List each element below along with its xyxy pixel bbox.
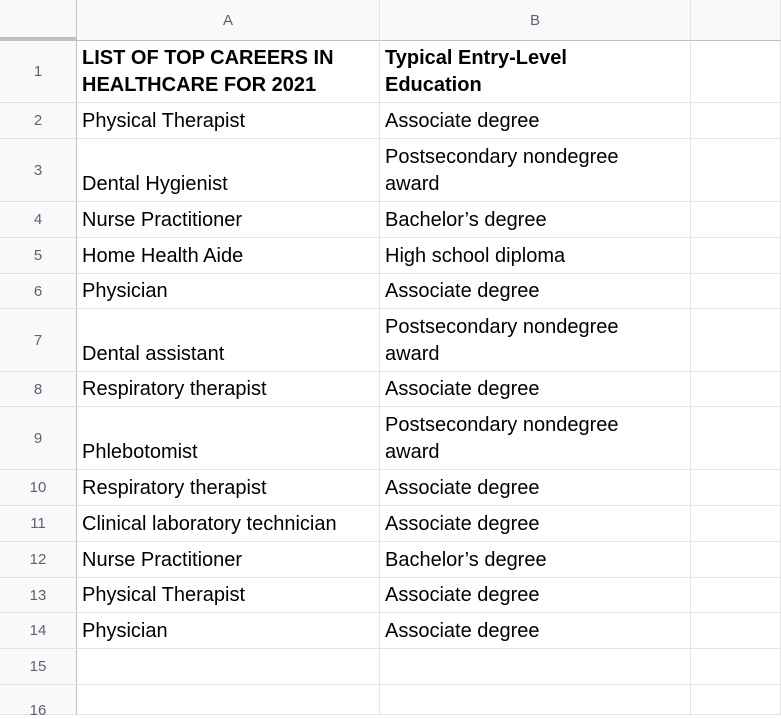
cell-b[interactable]	[380, 470, 691, 506]
cell-a[interactable]	[77, 309, 380, 372]
cell-b-text: Postsecondary nondegree award	[385, 414, 619, 463]
row-number: 14	[29, 622, 47, 639]
column-header-b-label: B	[529, 11, 540, 29]
cell-c[interactable]	[691, 613, 781, 649]
cell-a[interactable]	[77, 578, 380, 613]
column-header-a[interactable]	[77, 0, 380, 41]
column-header-b[interactable]	[380, 0, 691, 41]
row-header[interactable]	[0, 578, 77, 613]
cell-b-text: High school diploma	[385, 245, 566, 267]
table-row	[0, 542, 768, 578]
select-all-corner[interactable]	[0, 0, 77, 41]
cell-b[interactable]	[380, 613, 691, 649]
cell-c[interactable]	[691, 202, 781, 238]
table-row	[0, 506, 768, 542]
cell-c[interactable]	[691, 578, 781, 613]
cell-a[interactable]	[77, 139, 380, 202]
cell-b[interactable]	[380, 685, 691, 715]
cell-c[interactable]	[691, 274, 781, 309]
cell-c[interactable]	[691, 506, 781, 542]
cell-a[interactable]	[77, 506, 380, 542]
row-header[interactable]	[0, 103, 77, 139]
cell-a[interactable]	[77, 41, 380, 103]
cell-c[interactable]	[691, 542, 781, 578]
cell-b[interactable]	[380, 506, 691, 542]
row-number: 6	[33, 282, 43, 300]
cell-a[interactable]	[77, 238, 380, 274]
cell-b[interactable]	[380, 238, 691, 274]
row-number: 2	[33, 112, 43, 129]
cell-b-text: Typical Entry-Level Education	[385, 47, 567, 96]
cell-c[interactable]	[691, 649, 781, 685]
cell-c[interactable]	[691, 407, 781, 470]
row-header[interactable]	[0, 139, 77, 202]
cell-a[interactable]	[77, 274, 380, 309]
cell-a-text: Physical Therapist	[82, 110, 246, 132]
table-row	[0, 407, 768, 470]
row-header[interactable]	[0, 613, 77, 649]
row-header[interactable]	[0, 542, 77, 578]
cell-a[interactable]	[77, 202, 380, 238]
cell-a-text: Respiratory therapist	[82, 378, 267, 400]
cell-b[interactable]	[380, 103, 691, 139]
cell-a-text: Clinical laboratory technician	[82, 513, 337, 535]
cell-a[interactable]	[77, 685, 380, 715]
cell-b[interactable]	[380, 274, 691, 309]
cell-b[interactable]	[380, 649, 691, 685]
cell-b[interactable]	[380, 139, 691, 202]
cell-b[interactable]	[380, 407, 691, 470]
column-header-c[interactable]	[691, 0, 781, 41]
row-number: 5	[33, 247, 43, 264]
cell-a-text: Nurse Practitioner	[82, 549, 243, 571]
cell-b-text: Associate degree	[385, 378, 540, 400]
row-number: 4	[33, 211, 43, 228]
row-header[interactable]	[0, 506, 77, 542]
row-header[interactable]	[0, 309, 77, 372]
table-row	[0, 103, 768, 139]
column-header-a-label: A	[222, 11, 233, 29]
row-number: 9	[33, 429, 43, 447]
row-number: 10	[29, 479, 47, 496]
table-row	[0, 274, 768, 309]
cell-b-text: Associate degree	[385, 584, 540, 606]
row-number: 7	[33, 331, 43, 349]
row-number: 8	[33, 380, 43, 398]
cell-a-text: Physician	[82, 280, 168, 302]
table-row	[0, 470, 768, 506]
cell-b-text: Associate degree	[385, 280, 540, 302]
row-header[interactable]	[0, 649, 77, 685]
cell-a[interactable]	[77, 542, 380, 578]
cell-b[interactable]	[380, 309, 691, 372]
cell-a[interactable]	[77, 103, 380, 139]
table-row	[0, 139, 768, 202]
cell-b[interactable]	[380, 578, 691, 613]
cell-a-text: Respiratory therapist	[82, 477, 267, 499]
table-row	[0, 372, 768, 407]
cell-a-text: Nurse Practitioner	[82, 209, 243, 231]
row-header[interactable]	[0, 41, 77, 103]
cell-a[interactable]	[77, 613, 380, 649]
cell-b-text: Bachelor’s degree	[385, 209, 547, 231]
cell-a-text: Phlebotomist	[82, 441, 198, 463]
row-number: 13	[29, 586, 47, 604]
cell-a-text: LIST OF TOP CAREERS IN HEALTHCARE FOR 2021	[82, 47, 334, 96]
row-number: 15	[29, 658, 47, 675]
cell-b[interactable]	[380, 41, 691, 103]
row-header[interactable]	[0, 685, 77, 719]
cell-b-text: Associate degree	[385, 477, 540, 499]
cell-b-text: Associate degree	[385, 513, 540, 535]
row-header[interactable]	[0, 274, 77, 309]
table-row	[0, 578, 768, 613]
cell-b-text: Postsecondary nondegree award	[385, 146, 619, 195]
cell-c[interactable]	[691, 103, 781, 139]
row-number: 3	[33, 161, 43, 179]
table-row	[0, 41, 768, 103]
cell-b-text: Associate degree	[385, 110, 540, 132]
cell-a-text: Dental Hygienist	[82, 173, 228, 195]
cell-c[interactable]	[691, 470, 781, 506]
cell-c[interactable]	[691, 41, 781, 103]
cell-b-text: Postsecondary nondegree award	[385, 316, 619, 365]
cell-b[interactable]	[380, 202, 691, 238]
cell-a-text: Home Health Aide	[82, 245, 244, 267]
cell-c[interactable]	[691, 238, 781, 274]
row-number: 16	[29, 702, 47, 719]
table-row	[0, 309, 768, 372]
cell-b[interactable]	[380, 372, 691, 407]
cell-b-text: Bachelor’s degree	[385, 549, 547, 571]
row-header[interactable]	[0, 202, 77, 238]
cell-a[interactable]	[77, 407, 380, 470]
row-number: 12	[29, 551, 47, 568]
row-header[interactable]	[0, 407, 77, 470]
cell-b[interactable]	[380, 542, 691, 578]
cell-a-text: Physical Therapist	[82, 584, 246, 606]
table-row	[0, 649, 768, 685]
table-row	[0, 238, 768, 274]
row-number: 11	[30, 515, 46, 532]
cell-c[interactable]	[691, 372, 781, 407]
cell-a[interactable]	[77, 649, 380, 685]
cell-c[interactable]	[691, 685, 781, 715]
cell-a-text: Physician	[82, 620, 168, 642]
row-header[interactable]	[0, 470, 77, 506]
cell-a[interactable]	[77, 470, 380, 506]
cell-a[interactable]	[77, 372, 380, 407]
column-header-row	[0, 0, 768, 41]
row-number: 1	[33, 63, 43, 80]
table-row	[0, 202, 768, 238]
row-header[interactable]	[0, 238, 77, 274]
cell-c[interactable]	[691, 139, 781, 202]
cell-b-text: Associate degree	[385, 620, 540, 642]
cell-c[interactable]	[691, 309, 781, 372]
cell-a-text: Dental assistant	[82, 343, 225, 365]
table-row	[0, 613, 768, 649]
table-row	[0, 685, 768, 719]
row-header[interactable]	[0, 372, 77, 407]
